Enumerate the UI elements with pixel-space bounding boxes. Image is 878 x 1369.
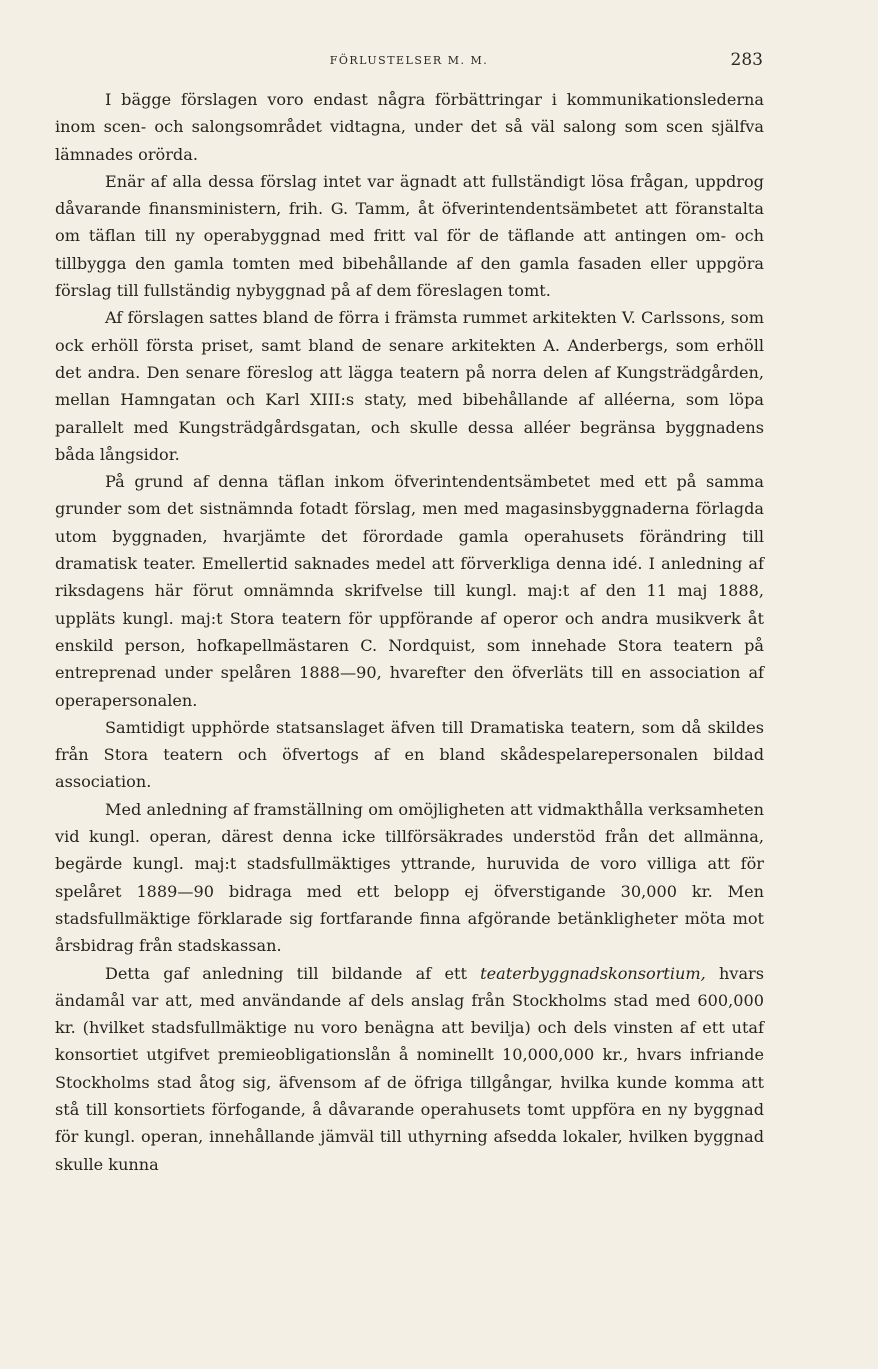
text-body (55, 86, 764, 1178)
paragraph-7-italic-term: teaterbyggnadskonsortium, (480, 963, 706, 983)
paragraph-6: Med anledning af framställning om omöjligheten att vidmakthålla verksamheten vid kungl. operan, därest denna icke tillförsäkrades understöd från det allmänna, begärde kungl. maj:t stadsfullmäktiges yttrande, huruvida de voro villiga att för spelåret 1889—90 bidraga med ett belopp ej öfverstigande 30,000 kr. Men stadsfullmäktige förklarade sig fortfarande finna afgörande betänkligheter möta mot årsbidrag från stadskassan. (55, 799, 764, 956)
running-head (0, 50, 878, 74)
paragraph-4: På grund af denna täflan inkom öfverintendentsämbetet med ett på samma grunder som det sistnämnda fotadt förslag, men med magasinsbyggnaderna förlagda utom byggnaden, hvarjämte det förordade gamla operahusets förändring till dramatisk teater. Emellertid saknades medel att förverkliga denna idé. I anledning af riksdagens här förut omnämnda skrifvelse till kungl. maj:t af den 11 maj 1888, uppläts kungl. maj:t Stora teatern för uppförande af operor och andra musikverk åt enskild person, hofkapellmästaren C. Nordquist, som innehade Stora teatern på entreprenad under spelåren 1888—90, hvarefter den öfverläts till en association af operapersonalen. (55, 472, 764, 710)
page-number: 283 (730, 50, 763, 70)
paragraph-3: Af förslagen sattes bland de förra i främsta rummet arkitekten V. Carlssons, som ock erhöll första priset, samt bland de senare arkitekten A. Anderbergs, som erhöll det andra. Den senare föreslog att lägga teatern på norra delen af Kungsträdgården, mellan Hamngatan och Karl XIII:s staty, med bibehållande af alléerna, som löpa parallelt med Kungsträdgårdsgatan, och skulle dessa alléer begränsa byggnadens båda långsidor. (55, 308, 764, 464)
paragraph-7 (55, 960, 764, 1178)
paragraph-5: Samtidigt upphörde statsanslaget äfven till Dramatiska teatern, som då skildes från Stora teatern och öfvertogs af en bland skådespelarepersonalen bildad association. (55, 717, 764, 792)
paragraph-7-start: Detta gaf anledning till bildande af ett (105, 963, 481, 983)
paragraph-1: I bägge förslagen voro endast några förbättringar i kommunikationslederna inom scen- och salongsområdet vidtagna, under det så väl salong som scen själfva lämnades orörda. (55, 90, 764, 164)
running-title: FÖRLUSTELSER M. M. (329, 54, 489, 67)
paragraph-7-end: hvars ändamål var att, med användande af dels anslag från Stockholms stad med 600,000 kr. (hvilket stadsfullmäktige nu voro benägna att bevilja) och dels vinsten af ett utaf konsortiet utgifvet premieobligationslån å nominellt 10,000,000 kr., hvars infriande Stockholms stad åtog sig, äfvensom af de öfriga tillgångar, hvilka kunde komma att stå till konsortiets förfogande, å dåvarande operahusets tomt uppföra en ny byggnad för kungl. operan, innehållande jämväl till uthyrning afsedda lokaler, hvilken byggnad skulle kunna (55, 963, 765, 1174)
paragraph-2: Enär af alla dessa förslag intet var ägnadt att fullständigt lösa frågan, uppdrog dåvarande finansministern, frih. G. Tamm, åt öfverintendentsämbetet att föranstalta om täflan till ny operabyggnad med fritt val för de täflande att antingen om- och tillbygga den gamla tomten med bibehållande af den gamla fasaden eller uppgöra förslag till fullständig nybyggnad på af dem föreslagen tomt. (55, 171, 764, 301)
